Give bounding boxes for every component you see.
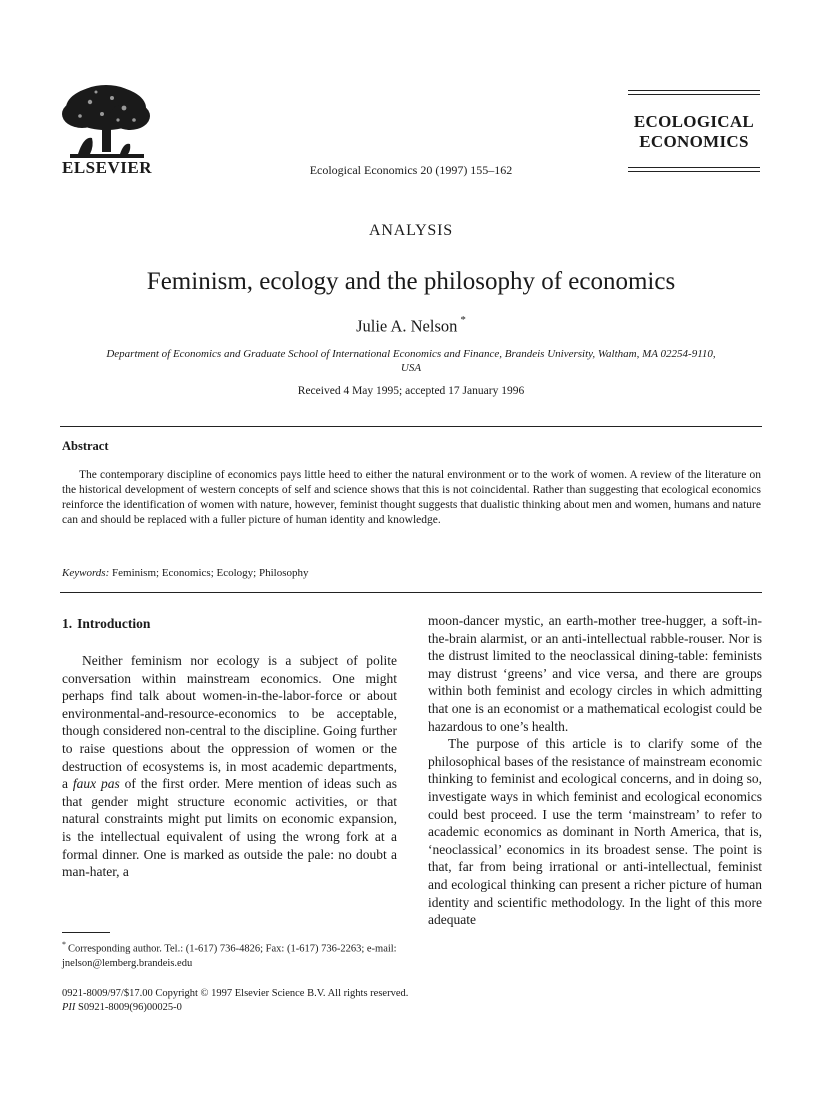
pii-label: PII [62, 1002, 76, 1013]
affiliation-line2: USA [400, 362, 422, 374]
paragraph [62, 652, 397, 881]
section-heading [62, 616, 155, 632]
article-title: Feminism, ecology and the philosophy of economics [146, 268, 676, 295]
journal-reference: Ecological Economics 20 (1997) 155–162 [309, 163, 513, 177]
section-number: 1. [62, 616, 73, 631]
article-type: ANALYSIS [369, 222, 453, 239]
paragraph-continued: moon-dancer mystic, an earth-mother tree-hugger, a soft-in-the-brain alarmist, or an anti-intellectual rabble-rouser. Nor is the distrust limited to the neoclassical dining-table: feminists may distrust ‘greens’ and vice versa, and there are groups within both feminist and ecology circles in which admitting that one is an economist or a mathematical ecologist could be hazardous to one’s health. [428, 613, 762, 734]
abstract-heading: Abstract [62, 439, 109, 453]
footnote-text: Corresponding author. Tel.: (1-617) 736-4826; Fax: (1-617) 736-2263; e-mail: jnelson@lemberg.brandeis.edu [62, 943, 397, 969]
affiliation-line1: Department of Economics and Graduate School of International Economics and Finance, Brandeis University, Waltham, MA 02254-9110, [106, 348, 716, 360]
affiliation [60, 347, 762, 375]
column-left [62, 652, 397, 881]
publisher-logo-text: ELSEVIER [62, 158, 152, 177]
pii-value: S0921-8009(96)00025-0 [78, 1002, 182, 1013]
emphasis-text: faux pas [72, 776, 120, 792]
journal-title-rule-bottom-2 [628, 171, 760, 172]
footnote-rule [62, 932, 110, 933]
keywords-line [62, 567, 309, 579]
received-dates: Received 4 May 1995; accepted 17 January 1996 [297, 385, 525, 397]
abstract-rule-bottom [60, 592, 762, 593]
footnote-mark: * [62, 940, 66, 949]
paragraph-text: of the first order. Mere mention of ideas such as that gender might structure economic activities, or that natural constraints might put limits on economic expansion, is the intellectual equivalent of using the wrong fork at a formal dinner. One is marked as outside the pale: no doubt a man-hater, a [62, 776, 397, 880]
copyright-block [62, 987, 408, 1015]
author-footnote-mark: * [460, 314, 466, 326]
author-line [0, 316, 822, 337]
journal-title-line2: ECONOMICS [639, 132, 749, 151]
paragraph: The purpose of this article is to clarify some of the philosophical bases of the resistance of mainstream economic thinking to feminist and ecological concerns, and in doing so, investigate ways in which feminist and ecological economics could best proceed. I use the term ‘mainstream’ to refer to academic economics as dominant in North America, that is, ‘neoclassical’ economics in its broadest sense. The point is that, far from being irrational or anti-intellectual, feminist and ecological thinking can present a richer picture of human identity and scientific methodology. In the light of this more adequate [428, 736, 762, 928]
journal-title-line1: ECOLOGICAL [633, 112, 755, 131]
journal-title [628, 112, 760, 152]
keywords-label: Keywords: [62, 567, 110, 579]
footnote [62, 938, 398, 971]
paragraph-text: Neither feminism nor ecology is a subject of polite conversation within mainstream economics. One might perhaps find talk about women-in-the-labor-force or about environmental-and-resource-economics to be acceptable, though considered non-central to the discipline. Going further to raise questions about the oppression of women or the destruction of ecosystems is, in most academic departments, a [62, 653, 397, 792]
journal-title-rule-bottom [628, 167, 760, 168]
abstract-body: The contemporary discipline of economics pays little heed to either the natural environment or to the work of women. A review of the literature on the historical development of western concepts of self and science shows that this is not coincidental. Rather than suggesting that ecological economics reinforce the identification of women with nature, however, feminist thought suggests that dualistic thinking about men and women, humans and nature can and should be replaced with a fuller picture of human identity and knowledge. [62, 469, 761, 526]
journal-title-rule-top [628, 90, 760, 91]
section-title: Introduction [77, 616, 151, 631]
elsevier-tree-logo [60, 84, 152, 158]
abstract-rule-top [60, 426, 762, 427]
column-right [428, 612, 762, 929]
journal-title-rule-top-2 [628, 94, 760, 95]
pii-line [62, 1001, 408, 1015]
author-name: Julie A. Nelson [356, 316, 458, 336]
copyright-line: 0921-8009/97/$17.00 Copyright © 1997 Elsevier Science B.V. All rights reserved. [62, 988, 409, 999]
keywords-list: Feminism; Economics; Ecology; Philosophy [112, 567, 309, 579]
